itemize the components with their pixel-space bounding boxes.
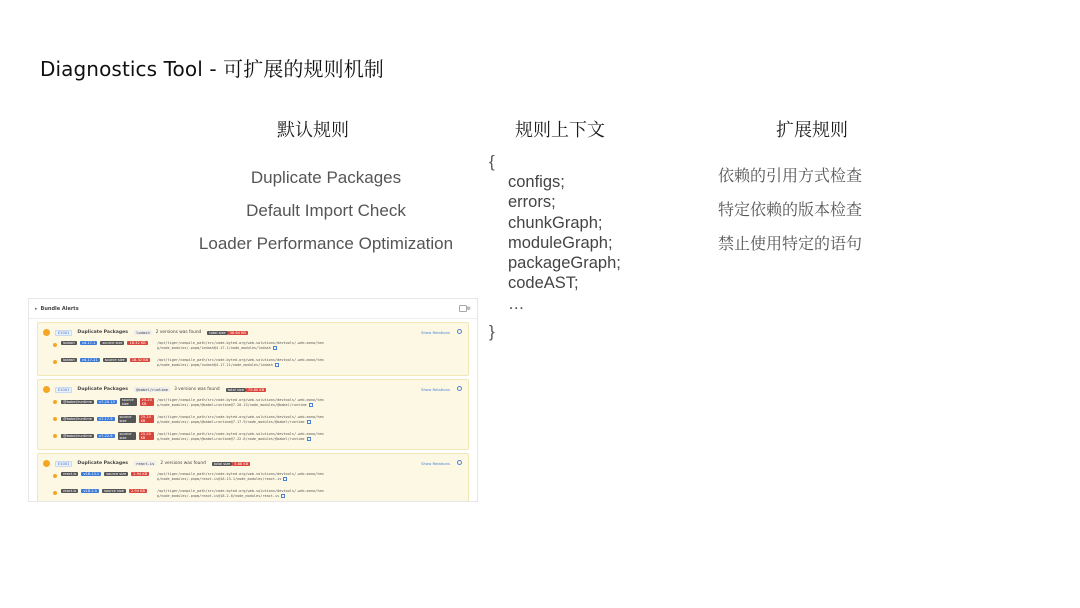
version-number: v18.2.0	[83, 489, 97, 493]
version-bullet-icon	[53, 491, 57, 495]
version-row	[53, 432, 463, 446]
version-name: lodash	[63, 358, 75, 362]
info-icon[interactable]	[457, 460, 462, 465]
alert-card	[37, 379, 469, 450]
version-row	[53, 489, 463, 502]
source-size-value: 25.20 KB	[139, 415, 154, 423]
alerts-list	[29, 322, 477, 502]
module-path-text: /opt/tiger/compile_path/src/code.byted.org/web-solutions/devtools/.web-mono/temp/node_modules/.pnpm/lodash@4.17.21/node_modules/lodash	[157, 358, 324, 367]
copy-icon[interactable]	[309, 403, 313, 407]
close-brace: }	[489, 322, 495, 342]
total-size-value: 5.88 KB	[234, 461, 249, 466]
version-row	[53, 398, 463, 412]
bundle-alerts-header	[29, 299, 477, 319]
slide-title: Diagnostics Tool - 可扩展的规则机制	[40, 57, 384, 81]
show-relations-link[interactable]: Show Relations	[421, 461, 450, 466]
copy-icon[interactable]	[275, 363, 279, 367]
source-size-label: source size	[102, 341, 123, 345]
source-size-label: source size	[118, 432, 136, 440]
version-number: v7.22.6	[98, 434, 113, 438]
alert-summary: 3 versions was found	[174, 387, 220, 392]
warning-icon	[43, 329, 50, 336]
module-path	[157, 341, 327, 351]
module-path-text: /opt/tiger/compile_path/src/code.byted.org/web-solutions/devtools/.web-mono/temp/node_modules/.pnpm/react-is@18.2.0/node_modules/react-is	[157, 489, 324, 498]
copy-icon[interactable]	[281, 494, 285, 498]
context-field: chunkGraph;	[508, 213, 603, 232]
version-number: v7.20.13	[98, 400, 115, 404]
source-size-label: source size	[118, 415, 136, 423]
extended-rule-item: 依赖的引用方式检查	[717, 166, 862, 185]
alert-card	[37, 453, 469, 502]
show-relations-link[interactable]: Show Relations	[421, 330, 450, 335]
default-rule-item: Loader Performance Optimization	[198, 234, 454, 253]
extended-rules-list	[700, 166, 880, 268]
rule-context-block	[489, 152, 621, 342]
warning-icon	[43, 386, 50, 393]
copy-icon[interactable]	[283, 477, 287, 481]
version-name: lodash	[63, 341, 75, 345]
extended-rule-item: 特定依赖的版本检查	[717, 200, 862, 219]
source-size-label: source size	[106, 472, 127, 476]
context-field: packageGraph;	[508, 254, 621, 273]
alert-card	[37, 322, 469, 376]
view-toggle-icon[interactable]	[459, 305, 467, 312]
error-code-tag: E1001	[55, 387, 72, 393]
module-path-text: /opt/tiger/compile_path/src/code.byted.org/web-solutions/devtools/.web-mono/temp/node_modules/.pnpm/lodash@4.17.1/node_modules/lodash	[157, 341, 324, 350]
info-icon[interactable]	[457, 386, 462, 391]
version-number: v4.17.21	[81, 358, 98, 362]
package-name: lodash	[136, 330, 150, 335]
source-size-label: source size	[103, 489, 124, 493]
settings-icon[interactable]: ⚙	[466, 305, 471, 312]
alert-summary: 2 versions was found	[155, 330, 202, 335]
module-path-text: /opt/tiger/compile_path/src/code.byted.org/web-solutions/devtools/.web-mono/temp/node_modules/.pnpm/@babel+runtime@7.22.6/node_modules/@babel/runtime	[157, 432, 324, 441]
default-rule-item: Duplicate Packages	[250, 168, 402, 187]
alert-summary-row	[43, 384, 463, 395]
alert-title: Duplicate Packages	[77, 461, 129, 466]
total-size-value: 75.60 KB	[247, 387, 265, 392]
bundle-alerts-title: Bundle Alerts	[40, 305, 79, 312]
version-number: v7.17.9	[98, 417, 113, 421]
total-size-label: total size	[209, 330, 226, 335]
module-path-text: /opt/tiger/compile_path/src/code.byted.org/web-solutions/devtools/.web-mono/temp/node_modules/.pnpm/@babel+runtime@7.20.13/node_modules/@babel/runtime	[157, 398, 324, 407]
copy-icon[interactable]	[307, 437, 311, 441]
context-field: errors;	[508, 193, 556, 212]
module-path-text: /opt/tiger/compile_path/src/code.byted.org/web-solutions/devtools/.web-mono/temp/node_modules/.pnpm/react-is@16.13.1/node_modules/react-is	[157, 472, 324, 481]
version-bullet-icon	[53, 417, 57, 421]
source-size-label: source size	[120, 398, 137, 406]
version-row	[53, 341, 463, 355]
bundle-alerts-panel	[28, 298, 478, 502]
module-path	[157, 472, 327, 482]
source-size-value: 2.94 KB	[130, 489, 145, 493]
version-name: @babel/runtime	[63, 400, 92, 404]
error-code-tag: E1001	[55, 330, 72, 336]
warning-icon	[43, 460, 50, 467]
alert-title: Duplicate Packages	[77, 330, 129, 335]
version-bullet-icon	[53, 360, 57, 364]
version-number: v4.17.1	[81, 341, 96, 345]
default-rule-item: Default Import Check	[246, 201, 406, 220]
version-bullet-icon	[53, 434, 57, 438]
source-size-value: 2.94 KB	[133, 472, 148, 476]
context-field: codeAST;	[508, 274, 579, 293]
version-row	[53, 358, 463, 372]
extended-rule-item: 禁止使用特定的语句	[717, 234, 862, 253]
module-path	[157, 358, 327, 368]
version-name: @babel/runtime	[63, 434, 92, 438]
open-brace: {	[489, 152, 495, 171]
version-number: v16.13.1	[83, 472, 100, 476]
version-row	[53, 415, 463, 429]
package-name: react-is	[136, 461, 155, 466]
version-row	[53, 472, 463, 486]
module-path	[157, 489, 327, 499]
alert-summary: 2 versions was found	[160, 461, 206, 466]
version-name: @babel/runtime	[63, 417, 92, 421]
source-size-value: 25.20 KB	[139, 432, 154, 440]
rule-context-heading: 规则上下文	[515, 120, 605, 141]
total-size-label: total size	[213, 461, 231, 466]
source-size-value: 18.32 KB	[129, 341, 146, 345]
version-name: react-is	[63, 489, 77, 493]
source-size-value: 18.32 KB	[131, 358, 148, 362]
copy-icon[interactable]	[273, 346, 277, 350]
version-bullet-icon	[53, 343, 57, 347]
context-field: configs;	[508, 173, 565, 191]
info-icon[interactable]	[457, 329, 462, 334]
alert-title: Duplicate Packages	[77, 387, 129, 392]
source-size-label: source size	[104, 358, 125, 362]
default-rules-list	[178, 168, 474, 267]
context-field: …	[508, 294, 525, 313]
module-path	[157, 415, 327, 425]
module-path-text: /opt/tiger/compile_path/src/code.byted.org/web-solutions/devtools/.web-mono/temp/node_modules/.pnpm/@babel+runtime@7.17.9/node_modules/@babel/runtime	[157, 415, 324, 424]
version-bullet-icon	[53, 400, 57, 404]
copy-icon[interactable]	[307, 420, 311, 424]
collapse-caret-icon[interactable]: ▸	[35, 305, 38, 312]
error-code-tag: E1001	[55, 461, 72, 467]
module-path	[157, 432, 327, 442]
alert-summary-row	[43, 327, 463, 338]
default-rules-heading: 默认规则	[277, 120, 349, 141]
show-relations-link[interactable]: Show Relations	[421, 387, 450, 392]
version-name: react-is	[63, 472, 77, 476]
source-size-value: 25.20 KB	[140, 398, 154, 406]
context-field: moduleGraph;	[508, 233, 613, 252]
total-size-label: total size	[227, 387, 244, 392]
version-bullet-icon	[53, 474, 57, 478]
module-path	[157, 398, 327, 408]
alert-summary-row	[43, 458, 463, 469]
extended-rules-heading: 扩展规则	[776, 120, 848, 141]
package-name: @babel/runtime	[136, 387, 169, 392]
total-size-value: 36.64 KB	[229, 330, 246, 335]
